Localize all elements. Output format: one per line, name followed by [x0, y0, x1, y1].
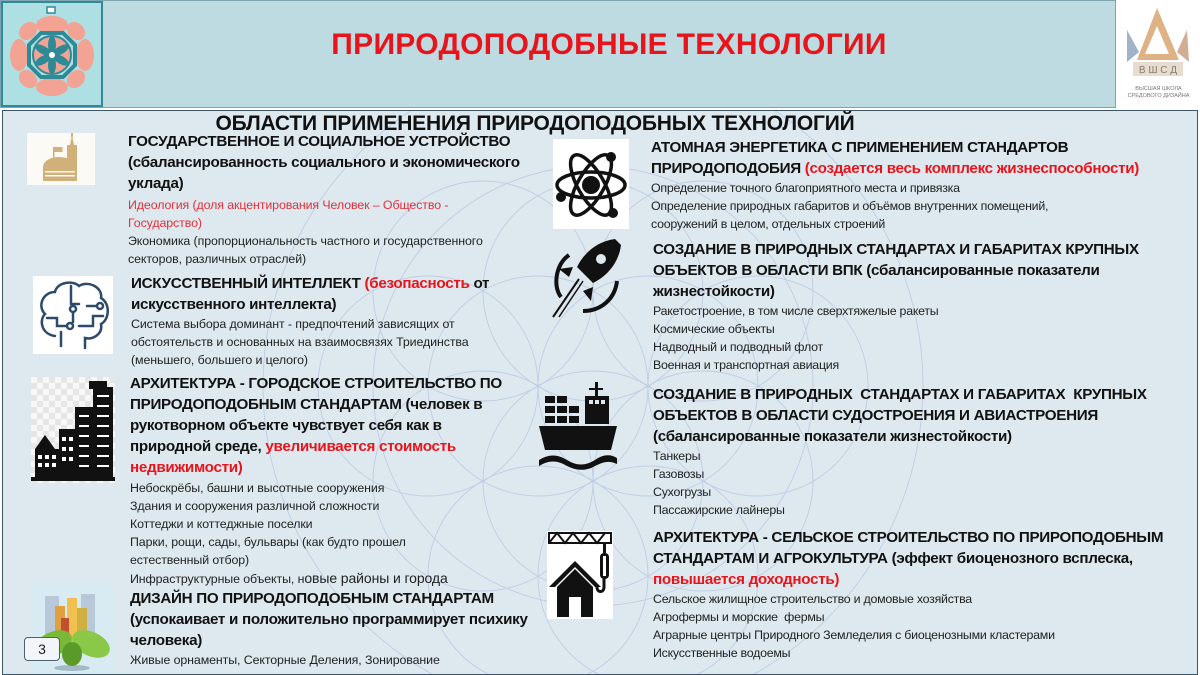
house-crane-icon [547, 531, 613, 619]
block-heading: АРХИТЕКТУРА - СЕЛЬСКОЕ СТРОИТЕЛЬСТВО ПО ПРИРОПОДОБНЫМ СТАНДАРТАМ И АГРОКУЛЬТУРА (эффект биоценозного всплеска, повышается доходность) [653, 529, 1164, 588]
block-heading: ГОСУДАРСТВЕННОЕ И СОЦИАЛЬНОЕ УСТРОЙСТВО (сбалансированность социального и экономического уклада) [128, 133, 520, 192]
block-heading: СОЗДАНИЕ В ПРИРОДНЫХ СТАНДАРТАХ И ГАБАРИТАХ КРУПНЫХ ОБЪЕКТОВ В ОБЛАСТИ ВПК (сбалансированные показатели жизнестойкости) [653, 241, 1139, 300]
rocket-icon [549, 237, 625, 321]
block-item: Небоскрёбы, башни и высотные сооружения [130, 481, 385, 495]
svg-text:В Ш С Д: В Ш С Д [1138, 65, 1178, 76]
page-title: ПРИРОДОПОДОБНЫЕ ТЕХНОЛОГИИ [331, 28, 887, 61]
block-shipbuilding [533, 382, 1191, 522]
block-item: Экономика (пропорциональность частного и государственного [128, 234, 483, 248]
block-item: (меньшего, большего и целого) [131, 353, 308, 367]
block-rural-architecture [533, 525, 1198, 665]
block-item: Надводный и подводный флот [653, 340, 823, 354]
block-item: Система выбора доминант - предпочтений зависящих от [131, 317, 455, 331]
block-item: Газовозы [653, 467, 704, 481]
block-item: Аграрные центры Природного Земледелия с биоценозными кластерами [653, 628, 1055, 642]
block-government [3, 131, 543, 266]
mandala-logo [1, 1, 103, 107]
block-urban-architecture [3, 373, 543, 588]
block-item: Коттеджи и коттеджные поселки [130, 517, 313, 531]
block-heading: ДИЗАЙН ПО ПРИРОДОПОДОБНЫМ СТАНДАРТАМ (успокаивает и положительно программирует психику человека) [130, 590, 528, 649]
page-number-badge: 3 [24, 637, 60, 661]
government-building-icon [27, 133, 95, 185]
block-item: Определение природных габаритов и объёмов внутренних помещений, [651, 199, 1049, 213]
block-defense-industry [543, 237, 1191, 377]
block-item: Ракетостроение, в том числе сверхтяжелые ракеты [653, 304, 939, 318]
city-buildings-icon [31, 377, 115, 483]
brain-circuit-icon [33, 276, 113, 354]
block-item: Военная и транспортная авиация [653, 358, 839, 372]
block-item: Инфраструктурные объекты, новые районы и города [130, 570, 448, 586]
atom-icon [553, 139, 629, 229]
block-item: Идеология (доля акцентирования Человек – Общество - [128, 198, 449, 212]
block-item: естественный отбор) [130, 553, 250, 567]
block-atomic-energy [551, 135, 1191, 235]
block-item: сооружений в целом, отдельных строений [651, 217, 886, 231]
block-design [3, 588, 563, 675]
block-heading: АРХИТЕКТУРА - ГОРОДСКОЕ СТРОИТЕЛЬСТВО ПО ПРИРОДОПОДОБНЫМ СТАНДАРТАМ (человек в рукотворном объекте чувствует себя как в природной среде, увеличивается стоимость недвижимости) [130, 375, 502, 476]
block-heading: АТОМНАЯ ЭНЕРГЕТИКА С ПРИМЕНЕНИЕМ СТАНДАРТОВ ПРИРОДОПОДОБИЯ (создается весь комплекс жизнеспособности) [651, 139, 1140, 177]
block-item: обстоятельств и основанных на взаимосвязях Триединства [131, 335, 469, 349]
school-logo-icon [1117, 0, 1200, 86]
block-item: Государство) [128, 216, 202, 230]
block-item: Космические объекты [653, 322, 775, 336]
block-item: Здания и сооружения различной сложности [130, 499, 380, 513]
section-title: ОБЛАСТИ ПРИМЕНЕНИЯ ПРИРОДОПОДОБНЫХ ТЕХНОЛОГИЙ [215, 112, 855, 135]
block-item: Определение точного благоприятного места и привязка [651, 181, 960, 195]
school-logo [1117, 0, 1200, 108]
mandala-logo-icon [3, 3, 101, 105]
block-heading: ИСКУССТВЕННЫЙ ИНТЕЛЛЕКТ (безопасность от искусственного интеллекта) [131, 275, 490, 313]
school-logo-caption: ВЫСШАЯ ШКОЛА СРЕДОВОГО ДИЗАЙНА [1127, 86, 1190, 99]
block-heading: СОЗДАНИЕ В ПРИРОДНЫХ СТАНДАРТАХ И ГАБАРИТАХ КРУПНЫХ ОБЪЕКТОВ В ОБЛАСТИ СУДОСТРОЕНИЯ И АВИАСТРОЕНИЯ (сбалансированные показатели жизнестойкости) [653, 386, 1147, 445]
block-ai [3, 271, 543, 371]
cargo-ship-icon [537, 382, 619, 470]
main-panel [2, 110, 1198, 675]
block-item: Искусственные водоемы [653, 646, 791, 660]
block-item: Живые орнаменты, Секторные Деления, Зонирование [130, 653, 440, 667]
block-item: Сухогрузы [653, 485, 711, 499]
block-item: секторов, различных отраслей) [128, 252, 307, 266]
block-item: Танкеры [653, 449, 701, 463]
block-item: Агрофермы и морские фермы [653, 610, 825, 624]
block-item: Сельское жилищное строительство и домовые хозяйства [653, 592, 972, 606]
block-item: Пассажирские лайнеры [653, 503, 785, 517]
block-item: Парки, рощи, сады, бульвары (как будто прошел [130, 535, 406, 549]
